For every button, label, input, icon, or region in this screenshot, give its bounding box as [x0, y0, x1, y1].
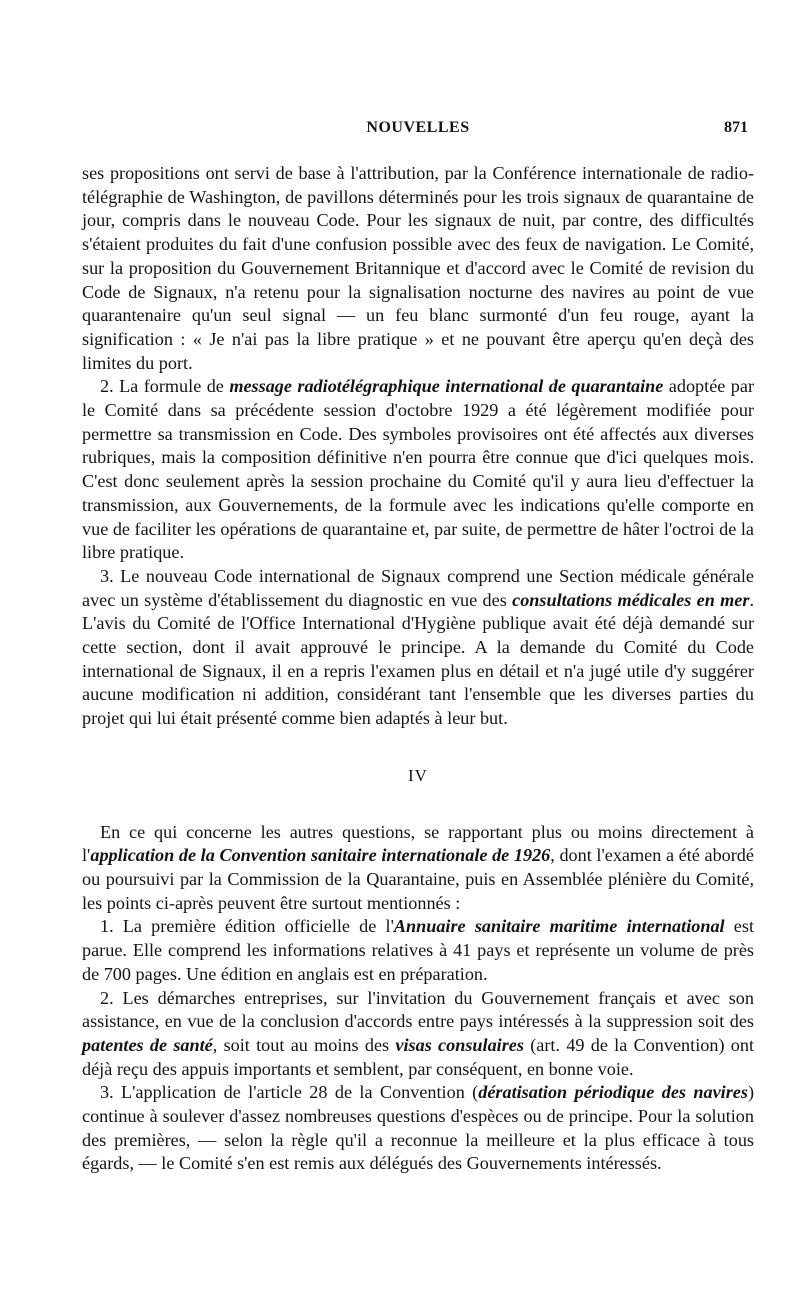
text-run: , soit tout au moins des	[212, 1034, 396, 1055]
text-run: En ce qui concerne les autres questions, se rapportant plus ou moins directement à l'	[82, 821, 754, 866]
text-run: (art. 49 de la Convention) ont déjà reçu des appuis importants et semblent, par conséquent, en bonne voie.	[82, 1034, 755, 1079]
text-run: 3. Le nouveau Code international de Signaux comprend une Section médicale générale avec un système d'établissement du diagnostic en vue des	[82, 565, 754, 610]
page-header	[82, 116, 754, 140]
paragraph-iv-item-3	[82, 1081, 754, 1176]
text-run: est parue. Elle comprend les informations relatives à 41 pays et représente un volume de près de 700 pages. Une édition en anglais est en préparation.	[82, 916, 754, 984]
paragraph-item-3	[82, 565, 754, 731]
document-page	[82, 116, 754, 1176]
text-run: . L'avis du Comité de l'Office International d'Hygiène publique avait été déjà demandé sur cette section, dont il avait approuvé le principe. A la demande du Comité du Code international de Signaux, il en a repris l'examen plus en détail et n'a jugé utile d'y suggérer aucune modification ni addition, considérant tant l'ensemble que les diverses parties du projet qui lui était présenté comme bien adaptés à leur but.	[82, 589, 754, 729]
section-heading: IV	[408, 765, 428, 785]
text-run: 3. L'application de l'article 28 de la Convention (	[100, 1082, 479, 1103]
text-run: adoptée par le Comité dans sa précédente session d'octobre 1929 a été légèrement modifiée pour permettre sa transmission en Code. Des symboles provisoires ont été affectés aux diverses rubriques, mais la composition définitive n'en pourra être connue que d'ici quelques mois. C'est donc seulement après la session prochaine du Comité qu'il y aura lieu d'effectuer la transmission, aux Gouvernements, de la formule avec les indications qu'elle comporte en vue de faciliter les opérations de quarantaine et, par suite, de permettre de hâter l'octroi de la libre pratique.	[82, 376, 755, 563]
page-number: 871	[724, 119, 748, 136]
paragraph-iv-item-2	[82, 987, 754, 1082]
italic-term: dératisation périodique des navires	[478, 1082, 748, 1103]
italic-term: application de la Convention sanitaire internationale de 1926	[90, 845, 551, 866]
text-run: , dont l'examen a été abordé ou poursuivi par la Commission de la Quarantaine, puis en Assemblée plénière du Comité, les points ci-après peuvent être surtout mentionnés :	[82, 845, 754, 913]
text-run: 1. La première édition officielle de l'	[100, 916, 394, 937]
paragraph-item-2	[82, 375, 754, 565]
text-run: ) continue à soulever d'assez nombreuses questions d'espèces ou de principe. Pour la solution des premières, — selon la règle qu'il a reconnue la meilleure et la plus efficace à tous égards, — le Comité s'en est remis aux délégués des Gouvernements intéressés.	[82, 1082, 754, 1174]
text-run: 2. La formule de	[100, 376, 230, 397]
paragraph-continued: ses propositions ont servi de base à l'attribution, par la Conférence internationale de radio-télégraphie de Washington, de pavillons déterminés pour les trois signaux de quarantaine de jour, compris dans le nouveau Code. Pour les signaux de nuit, par contre, des difficultés s'étaient produites du fait d'une confusion possible avec des feux de navigation. Le Comité, sur la proposition du Gouvernement Britannique et d'accord avec le Comité de revision du Code de Signaux, n'a retenu pour la signalisation nocturne des navires au point de vue quarantenaire qu'un seul signal — un feu blanc surmonté d'un feu rouge, ayant la signification : « Je n'ai pas la libre pratique » et ne pouvant être aperçu qu'en deçà des limites du port.	[82, 163, 754, 373]
running-title: NOUVELLES	[366, 119, 470, 136]
italic-term: patentes de santé	[82, 1034, 213, 1055]
italic-term: Annuaire sanitaire maritime international	[393, 916, 725, 937]
paragraph-iv-item-1	[82, 915, 754, 986]
paragraph-intro-iv	[82, 821, 754, 916]
text-run: 2. Les démarches entreprises, sur l'invitation du Gouvernement français et avec son assistance, en vue de la conclusion d'accords entre pays intéressés à la suppression soit des	[82, 987, 754, 1032]
italic-term: visas consulaires	[395, 1034, 524, 1055]
italic-term: message radiotélégraphique international de quarantaine	[229, 376, 664, 397]
italic-term: consultations médicales en mer	[512, 589, 750, 610]
